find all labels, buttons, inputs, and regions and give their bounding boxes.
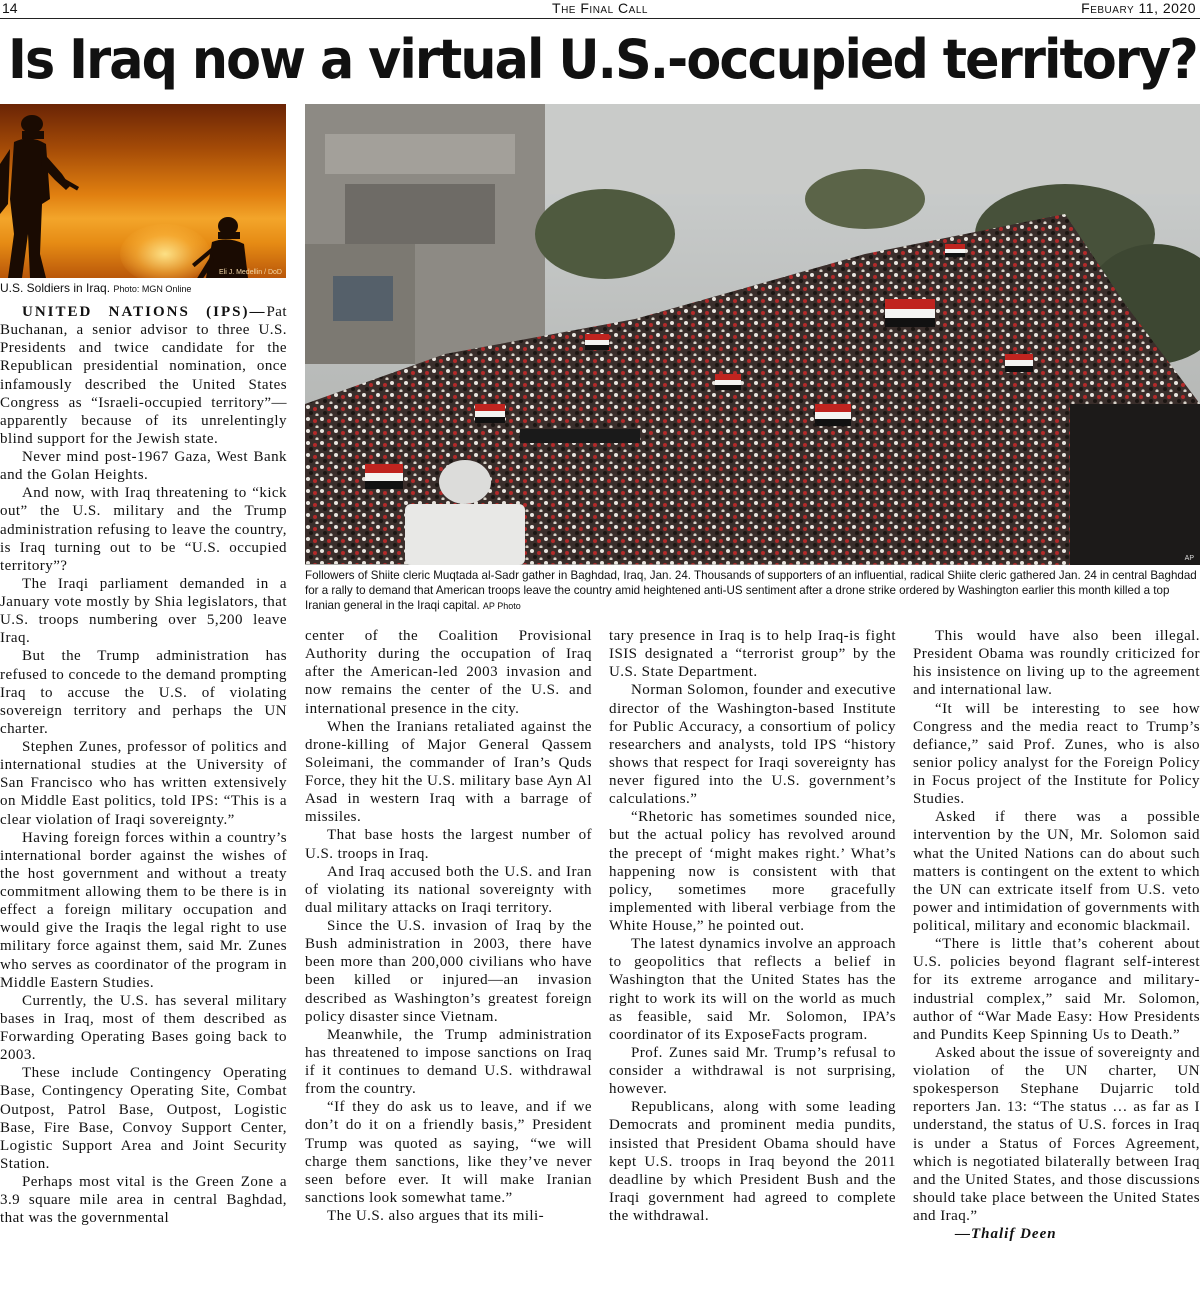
paragraph: Asked if there was a possible intervention by the UN, Mr. Solomon said what the United Nations can do about such matters is contingent on the extent to which the UN can extricate itself from U.S. veto power and intimidation of governments with political, military and economic blackmail. (913, 809, 1200, 934)
paragraph: Republicans, along with some leading Democrats and prominent media pundits, insisted that President Obama should have kept U.S. troops in Iraq beyond the 2011 deadline by which President Bush and the Iraqi government had agreed to complete the withdrawal. (609, 1099, 896, 1224)
paragraph: The Iraqi parliament demanded in a January vote mostly by Shia legislators, that U.S. troops numbering over 5,200 leave Iraq. (0, 575, 287, 647)
paragraph: Perhaps most vital is the Green Zone a 3.9 square mile area in central Baghdad, that was the governmental (0, 1174, 287, 1227)
rally-photo-caption (305, 568, 1200, 614)
paragraph: Prof. Zunes said Mr. Trump’s refusal to consider a withdrawal is not surprising, however. (609, 1044, 896, 1098)
paragraph: “Rhetoric has sometimes sounded nice, but the actual policy has revolved around the precept of ‘might makes right.’ What’s happening now is consistent with that policy, sometimes more gracefully implemented with liberal verbiage from the White House,” he pointed out. (609, 809, 896, 934)
article-byline: —Thalif Deen (955, 1226, 1057, 1243)
embedded-photo-credit: Eli J. Medellin / DoD (218, 269, 282, 276)
article-column-4 (913, 627, 1200, 1295)
paragraph-text: Pat Buchanan, a senior advisor to three U.S. Presidents and twice candidate for the Republican presidential nomination, once infamously described the United States Congress as “Israeli-occupied territory”—apparently because of its unrelentingly blind support for the Jewish state. (0, 304, 287, 447)
caption-text: U.S. Soldiers in Iraq. (0, 281, 111, 295)
paragraph: Currently, the U.S. has several military bases in Iraq, most of them described as Forwarding Operating Bases going back to 2003. (0, 992, 287, 1064)
soldier-silhouettes (0, 104, 286, 278)
paragraph: Since the U.S. invasion of Iraq by the Bush administration in 2003, there have been more than 200,000 civilians who have been killed or injured—an invasion described as Washington’s greatest foreign policy disaster since Vietnam. (305, 918, 592, 1025)
paragraph: “If they do ask us to leave, and if we don’t do it on a friendly basis,” President Trump was quoted as saying, “we will charge them sanctions, like they’ve never seen before ever. It will make Iranian sanctions look somewhat tame.” (305, 1099, 592, 1206)
article-headline: Is Iraq now a virtual U.S.-occupied territory? (8, 28, 1197, 91)
paragraph: Asked about the issue of sovereignty and violation of the UN charter, UN spokesperson Stephane Dujarric told reporters Jan. 13: “The status … as far as I understand, the status of U.S. forces in Iraq is under a Status of Forces Agreement, which is negotiated bilaterally between Iraq and the United States, and those discussions should take place between the United States and Iraq.” (913, 1044, 1200, 1224)
paragraph: This would have also been illegal. President Obama was roundly criticized for his insistence on living up to the agreement and international law. (913, 628, 1200, 699)
paragraph (0, 303, 287, 448)
paragraph: Never mind post-1967 Gaza, West Bank and the Golan Heights. (0, 449, 287, 484)
paragraph: And now, with Iraq threatening to “kick out” the U.S. military and the Trump administration refusing to leave the country, is Iraq turning out to be “U.S. occupied territory”? (0, 485, 287, 574)
paragraph: “There is little that’s coherent about U.S. policies beyond flagrant self-interest for its extreme arrogance and military-industrial complex,” said Mr. Solomon, author of “War Made Easy: How Presidents and Pundits Keep Spinning Us to Death.” (913, 936, 1200, 1043)
article-column-1 (0, 303, 287, 1295)
page-header (0, 0, 1200, 19)
paragraph: Stephen Zunes, professor of politics and international studies at the University of San Francisco who has written extensively on Middle East politics, told IPS: “This is a clear violation of Iraqi sovereignty.” (0, 739, 287, 828)
paragraph: When the Iranians retaliated against the drone-killing of Major General Qassem Soleimani, the commander of Iran’s Quds Force, they hit the U.S. military base Ayn Al Asad in western Iraq with a barrage of missiles. (305, 718, 592, 826)
paragraph: The latest dynamics involve an approach to geopolitics that reflects a belief in Washington that the United States has the right to work its will on the world as much as feasible, said Mr. Solomon, IPA’s coordinator of its ExposeFacts program. (609, 936, 896, 1043)
paragraph: That base hosts the largest number of U.S. troops in Iraq. (305, 827, 592, 862)
dateline: UNITED NATIONS (IPS)— (22, 304, 267, 320)
soldiers-photo-caption (0, 281, 290, 297)
photo-credit: AP Photo (482, 601, 521, 611)
crowd-scene (305, 104, 1200, 565)
embedded-photo-credit: AP (1184, 555, 1194, 562)
paragraph: Meanwhile, the Trump administration has threatened to impose sanctions on Iraq if it continues to demand U.S. withdrawal from the country. (305, 1026, 592, 1098)
article-column-2 (305, 627, 592, 1295)
paragraph: “It will be interesting to see how Congress and the media react to Trump’s defiance,” said Prof. Zunes, who is also senior policy analyst for the Foreign Policy in Focus project of the Institute for Policy Studies. (913, 700, 1200, 808)
paragraph: And Iraq accused both the U.S. and Iran of violating its national sovereignty with dual military attacks on Iraqi territory. (305, 863, 592, 916)
paragraph: These include Contingency Operating Base, Contingency Operating Site, Combat Outpost, Patrol Base, Outpost, Logistic Base, Fire Base, Convoy Support Center, Logistic Support Area and Joint Security Station. (0, 1065, 287, 1172)
paragraph: tary presence in Iraq is to help Iraq-is fight ISIS designated a “terrorist group” by the U.S. State Department. (609, 628, 896, 681)
paragraph: Norman Solomon, founder and executive director of the Washington-based Institute for Public Accuracy, a consortium of policy researchers and analysts, told IPS “history shows that respect for Iraqi sovereignty has never figured into the U.S. government’s calculations.” (609, 682, 896, 808)
paragraph: But the Trump administration has refused to concede to the demand prompting Iraq to accuse the U.S. of violating sovereign territory and perhaps the UN charter. (0, 648, 287, 737)
paragraph: The U.S. also argues that its mili- (327, 1208, 545, 1224)
paragraph: Having foreign forces within a country’s international border against the wishes of the host government and without a treaty commitment allowing them to be there is in effect a foreign military occupation and would give the Iraqis the legal right to use military force against them, said Mr. Zunes who serves as coordinator of the program in Middle Eastern Studies. (0, 829, 287, 991)
newspaper-name: The Final Call (552, 0, 648, 16)
caption-text: Followers of Shiite cleric Muqtada al-Sadr gather in Baghdad, Iraq, Jan. 24. Thousands of supporters of an influential, radical Shiite cleric gathered Jan. 24 in central Baghdad for a rally to demand that American troops leave the country amid heightened anti-US sentiment after a drone strike ordered by Washington earlier this month killed a top Iranian general in the Iraqi capital. (305, 569, 1197, 612)
page-number: 14 (2, 0, 18, 16)
baghdad-rally-photo (305, 104, 1200, 565)
soldiers-photo (0, 104, 286, 278)
issue-date: Febuary 11, 2020 (1081, 0, 1196, 16)
photo-credit: Photo: MGN Online (113, 284, 192, 294)
paragraph: center of the Coalition Provisional Authority during the occupation of Iraq after the American-led 2003 invasion and now remains the center of the U.S. and international presence in the city. (305, 628, 592, 717)
article-column-3 (609, 627, 896, 1295)
